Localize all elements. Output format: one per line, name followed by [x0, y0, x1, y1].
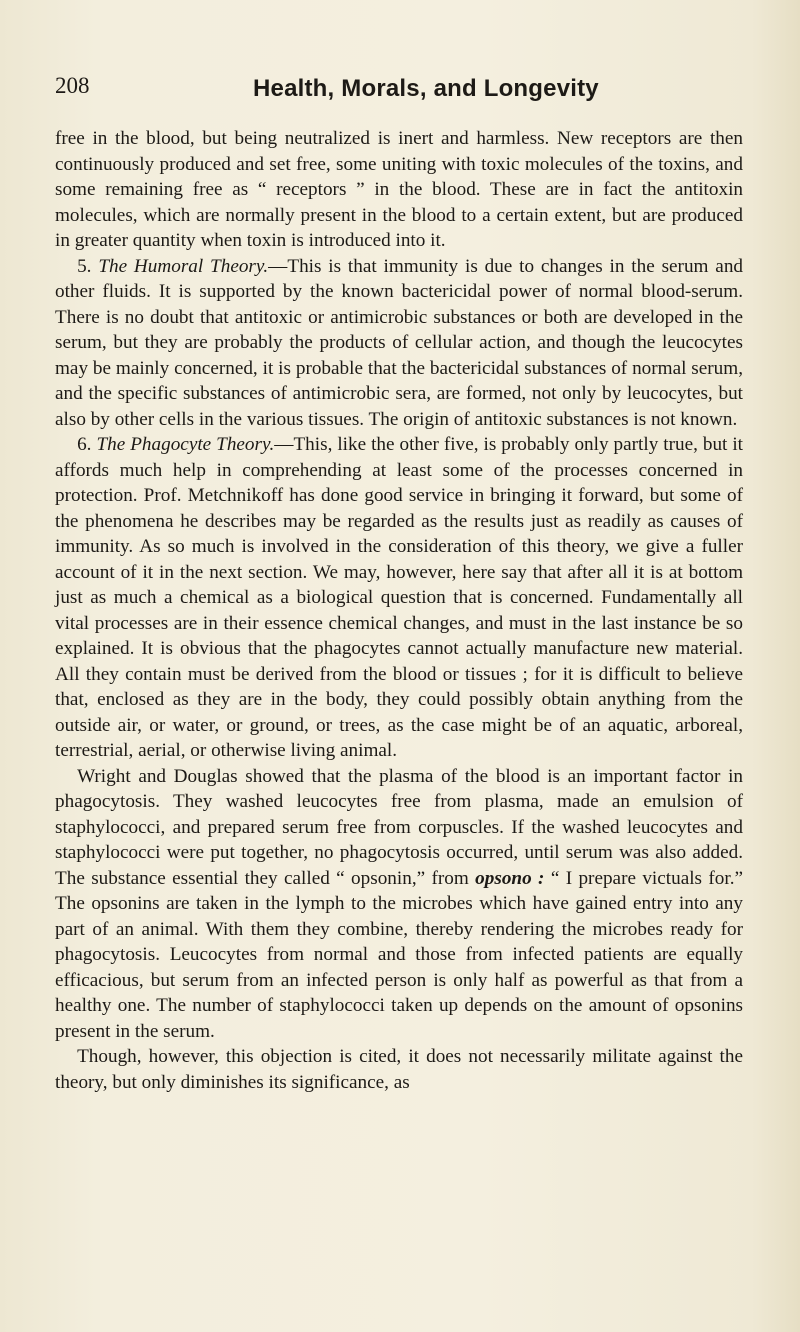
section-title-phagocyte-theory: The Phagocyte Theory. [96, 434, 275, 455]
paragraph-text: Wright and Douglas showed that the plasma of the blood is an important factor in phagocytosis. They washed leucocytes free from plasma, made an emulsion of staphylococci, and prepared serum free from corpuscles. If the washed leucocytes and staphylococci were put together, no phagocytosis occurred, until serum was also added. The substance essential they called “ opsonin,” from [55, 765, 743, 889]
paragraph-phagocyte-theory [55, 432, 743, 764]
section-number: 5. [77, 255, 99, 277]
latin-term: opsono : [475, 867, 545, 889]
paragraph-text: —This is that immunity is due to changes in the serum and other fluids. It is supported by the known bactericidal power of normal blood-serum. There is no doubt that antitoxic or antimicrobic substances or both are developed in the serum, but they are probably the products of cellular action, and though the leucocytes may be mainly concerned, it is probable that the bactericidal substances of normal serum, and the specific substances of antimicrobic sera, are formed, not only by leucocytes, but also by other cells in the various tissues. The origin of antitoxic substances is not known. [55, 255, 744, 430]
page-header [55, 72, 745, 112]
page-number: 208 [55, 73, 90, 98]
running-title: Health, Morals, and Longevity [253, 75, 599, 102]
paragraph-opsonin [55, 764, 743, 1045]
section-number: 6. [77, 434, 97, 455]
body-text [55, 126, 743, 1095]
paragraph-continuation: free in the blood, but being neutralized is inert and harmless. New receptors are then continuously produced and set free, some uniting with toxic molecules of the toxins, and some remaining free as “ receptors ” in the blood. These are in fact the antitoxin molecules, which are normally present in the blood to a certain extent, but are produced in greater quantity when toxin is introduced into it. [55, 128, 743, 251]
paragraph-humoral-theory [55, 254, 743, 433]
section-title-humoral-theory: The Humoral Theory. [98, 255, 269, 277]
paragraph-text: —This, like the other five, is probably only partly true, but it affords much help in comprehending at least some of the processes concerned in protection. Prof. Metchnikoff has done good service in bringing it forward, but some of the phenomena he describes may be regarded as the results just as readily as causes of immunity. As so much is involved in the consideration of this theory, we give a fuller account of it in the next section. We may, however, here say that after all it is at bottom just as much a chemical as a biological question that is concerned. Fundamentally all vital processes are in their essence chemical changes, and must in the last instance be so explained. It is obvious that the phagocytes cannot actually manufacture new material. All they contain must be derived from the blood or tissues ; for it is difficult to believe that, enclosed as they are in the body, they could possibly obtain anything from the outside air, or water, or ground, or trees, as the case might be of an aquatic, arboreal, terrestrial, aerial, or otherwise living animal. [55, 434, 744, 761]
paragraph-objection: Though, however, this objection is cited, it does not necessarily militate against the theory, but only diminishes its significance, as [55, 1046, 743, 1093]
paragraph-text: “ I prepare victuals for.” The opsonins are taken in the lymph to the microbes which have gained entry into any part of an animal. With them they combine, thereby rendering the microbes ready for phagocytosis. Leucocytes from normal and those from infected patients are equally efficacious, but serum from an infected person is only half as powerful as that from a healthy one. The number of staphylococci taken up depends on the amount of opsonins present in the serum. [55, 867, 744, 1042]
